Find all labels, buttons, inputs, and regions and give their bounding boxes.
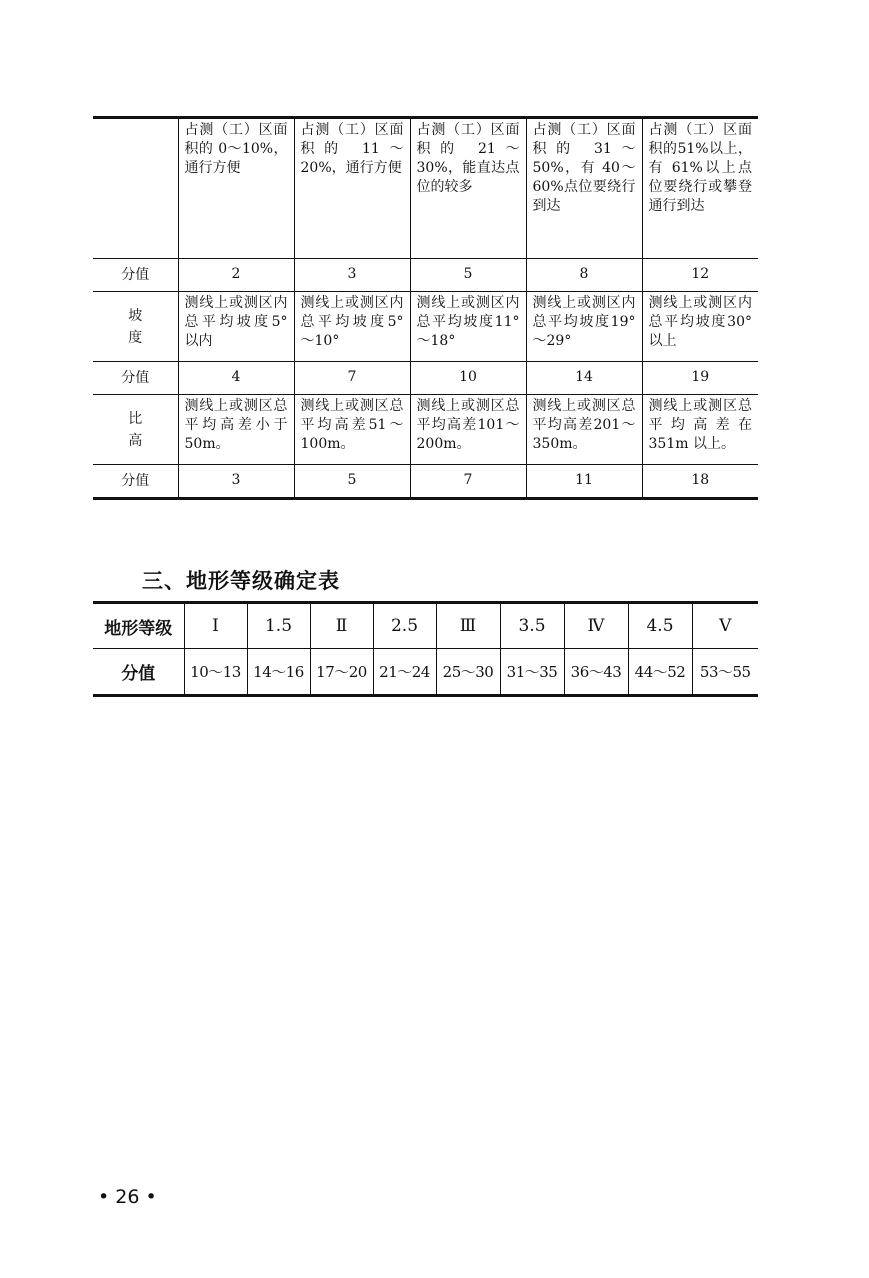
relief-text-cell: 测线上或测区总平均高差51～100m。 <box>294 395 410 465</box>
score-cell: 14 <box>526 362 642 395</box>
score-cell: 19 <box>642 362 758 395</box>
grade-cell: Ⅲ <box>436 603 500 649</box>
score-cell: 5 <box>294 465 410 499</box>
slope-text-cell: 测线上或测区内总平均坡度5° 以内 <box>178 292 294 362</box>
relief-text-cell: 测线上或测区总平均高差小于 50m。 <box>178 395 294 465</box>
grade-cell: Ⅱ <box>310 603 373 649</box>
score-range-row <box>93 649 758 696</box>
coverage-text-cell: 占测（工）区面积的 31～50%，有 40～60%点位要绕行到达 <box>526 118 642 259</box>
grade-cell: 4.5 <box>628 603 692 649</box>
score-range-row-label: 分值 <box>93 649 184 696</box>
score-label: 分值 <box>93 259 178 292</box>
score-cell: 8 <box>526 259 642 292</box>
score-cell: 7 <box>294 362 410 395</box>
score-range-cell: 53～55 <box>692 649 758 696</box>
criteria-table <box>93 116 758 500</box>
score-range-cell: 14～16 <box>247 649 310 696</box>
slope-score-row <box>93 362 758 395</box>
score-label: 分值 <box>93 362 178 395</box>
score-cell: 2 <box>178 259 294 292</box>
coverage-label-cell <box>93 118 178 259</box>
score-cell: 12 <box>642 259 758 292</box>
relief-label-cell <box>93 395 178 465</box>
score-label: 分值 <box>93 465 178 499</box>
grade-table <box>93 601 758 697</box>
score-range-cell: 25～30 <box>436 649 500 696</box>
grade-cell: Ⅳ <box>564 603 628 649</box>
score-cell: 3 <box>178 465 294 499</box>
coverage-text-cell: 占测（工）区面积的 21～30%，能直达点位的较多 <box>410 118 526 259</box>
relief-row <box>93 395 758 465</box>
score-cell: 4 <box>178 362 294 395</box>
score-cell: 5 <box>410 259 526 292</box>
score-cell: 3 <box>294 259 410 292</box>
slope-label: 坡度 <box>128 307 143 346</box>
score-cell: 18 <box>642 465 758 499</box>
slope-text-cell: 测线上或测区内总平均坡度19° ～29° <box>526 292 642 362</box>
section-heading: 三、地形等级确定表 <box>142 569 340 593</box>
relief-text-cell: 测线上或测区总平均高差在351m 以上。 <box>642 395 758 465</box>
coverage-row <box>93 118 758 259</box>
relief-text-cell: 测线上或测区总平均高差101～200m。 <box>410 395 526 465</box>
score-cell: 11 <box>526 465 642 499</box>
grade-cell: Ⅰ <box>184 603 247 649</box>
coverage-score-row <box>93 259 758 292</box>
score-range-cell: 10～13 <box>184 649 247 696</box>
grade-cell: 1.5 <box>247 603 310 649</box>
grade-row-label: 地形等级 <box>93 603 184 649</box>
coverage-text-cell: 占测（工）区面积的51%以上，有 61%以上点位要绕行或攀登通行到达 <box>642 118 758 259</box>
score-cell: 10 <box>410 362 526 395</box>
score-range-cell: 44～52 <box>628 649 692 696</box>
grade-cell: 3.5 <box>500 603 564 649</box>
score-range-cell: 36～43 <box>564 649 628 696</box>
score-range-cell: 21～24 <box>373 649 436 696</box>
slope-label-cell <box>93 292 178 362</box>
slope-text-cell: 测线上或测区内总平均坡度11° ～18° <box>410 292 526 362</box>
score-range-cell: 17～20 <box>310 649 373 696</box>
grade-row <box>93 603 758 649</box>
score-range-cell: 31～35 <box>500 649 564 696</box>
slope-text-cell: 测线上或测区内总平均坡度5° ～10° <box>294 292 410 362</box>
relief-label: 比高 <box>128 410 143 449</box>
grade-cell: 2.5 <box>373 603 436 649</box>
coverage-text-cell: 占测（工）区面积的 0～10%，通行方便 <box>178 118 294 259</box>
page-number: • 26 • <box>98 1186 157 1208</box>
relief-text-cell: 测线上或测区总平均高差201～350m。 <box>526 395 642 465</box>
grade-cell: Ⅴ <box>692 603 758 649</box>
slope-text-cell: 测线上或测区内总平均坡度30° 以上 <box>642 292 758 362</box>
score-cell: 7 <box>410 465 526 499</box>
relief-score-row <box>93 465 758 499</box>
coverage-text-cell: 占测（工）区面积的 11～20%，通行方便 <box>294 118 410 259</box>
slope-row <box>93 292 758 362</box>
